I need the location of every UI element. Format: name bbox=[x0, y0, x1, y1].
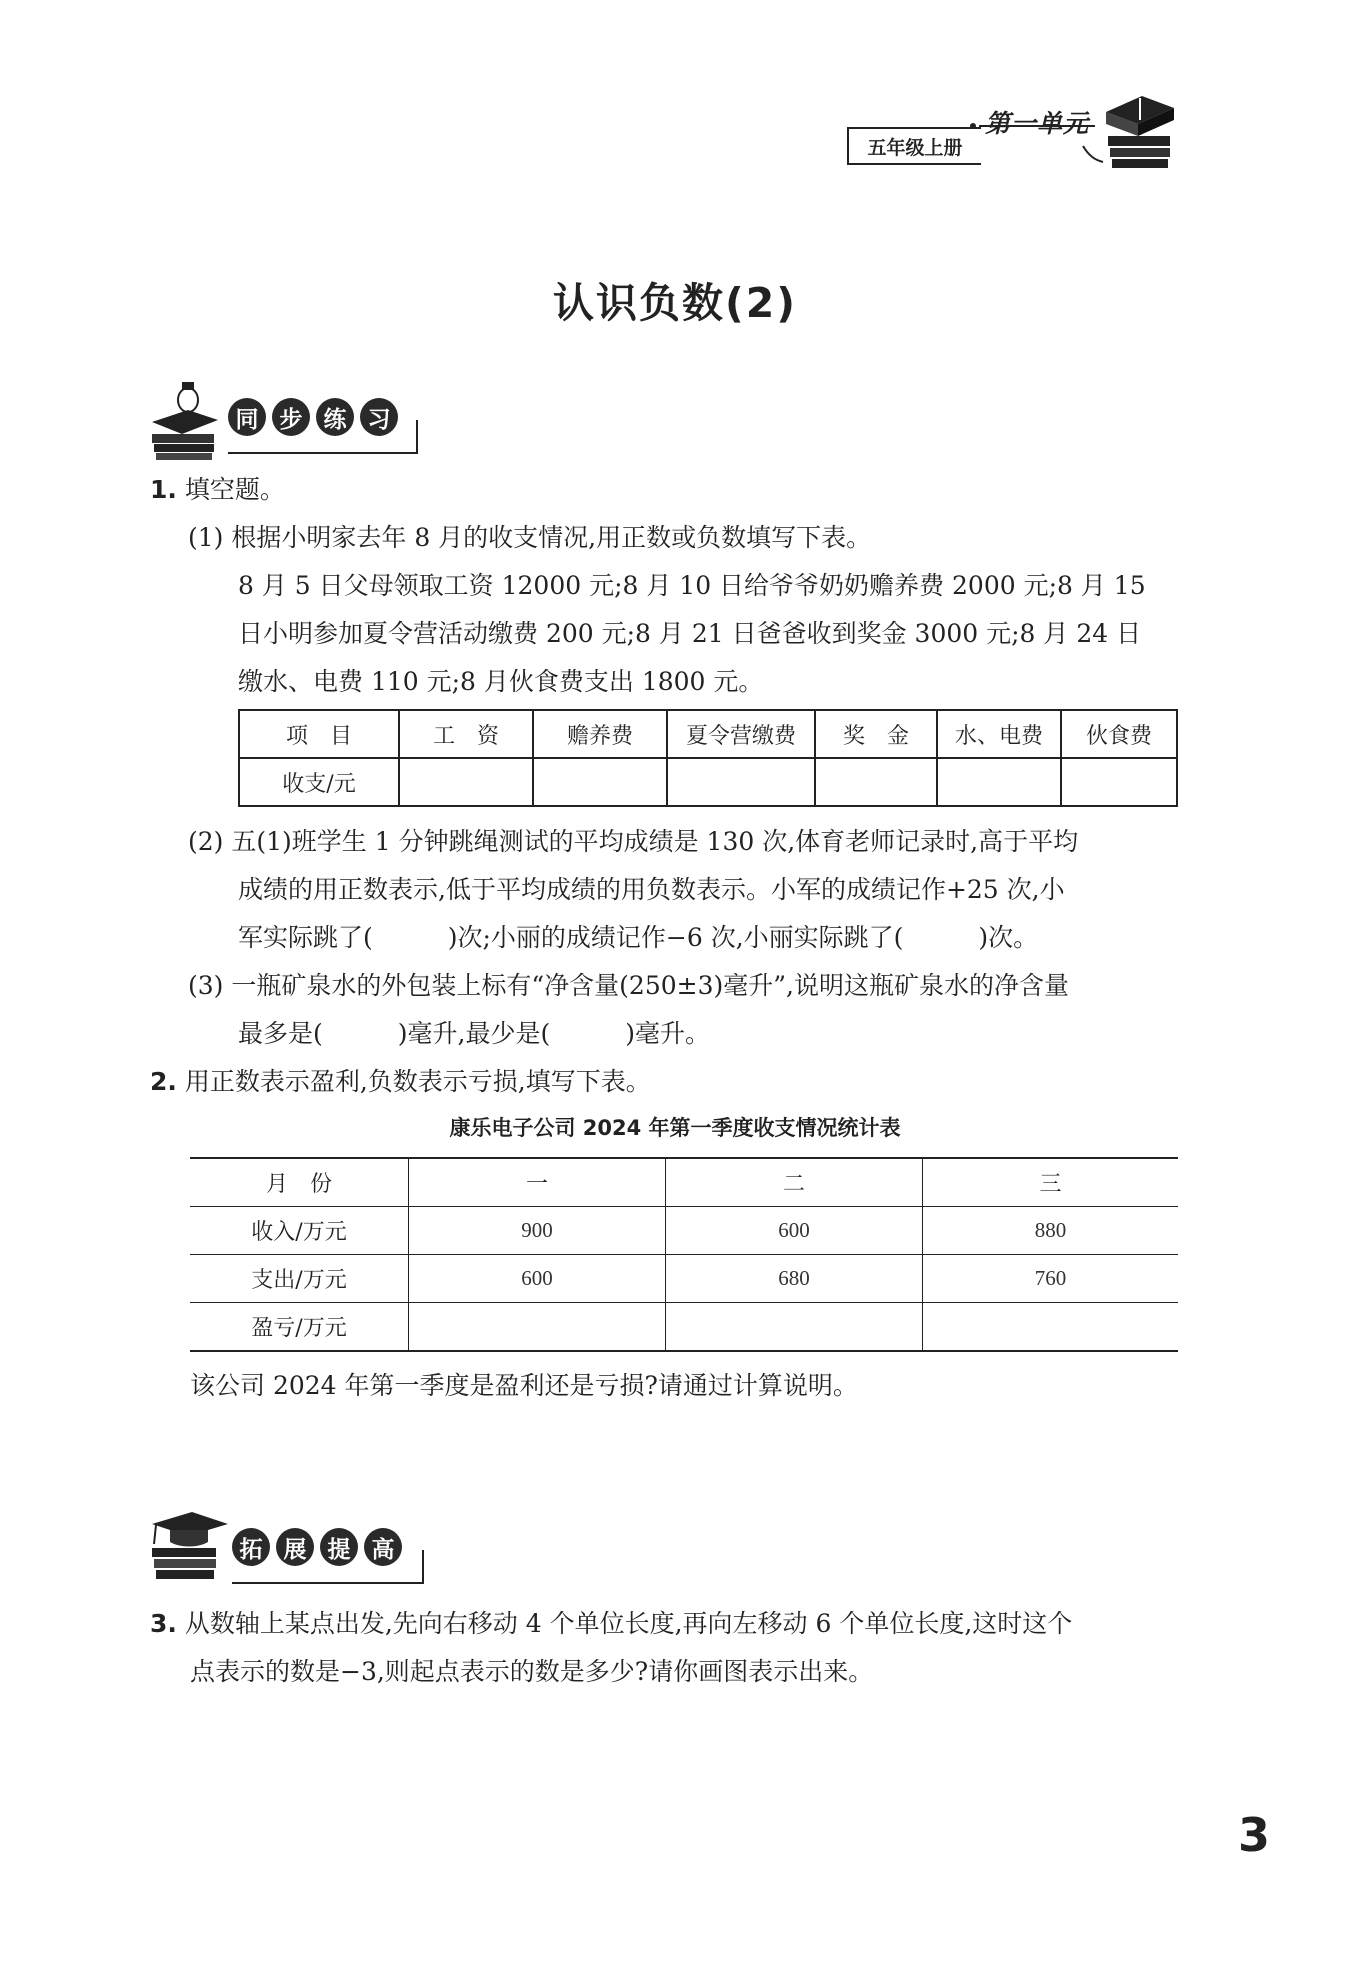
banner-char: 展 bbox=[276, 1528, 314, 1566]
table-cell: 760 bbox=[923, 1255, 1179, 1303]
part-label: (3) bbox=[188, 971, 224, 1000]
part-label: (2) bbox=[188, 827, 224, 856]
question-text: 点表示的数是−3,则起点表示的数是多少?请你画图表示出来。 bbox=[190, 1657, 874, 1686]
banner-char: 高 bbox=[364, 1528, 402, 1566]
question-2-followup: 该公司 2024 年第一季度是盈利还是亏损?请通过计算说明。 bbox=[190, 1371, 858, 1400]
answer-cell[interactable] bbox=[399, 758, 533, 806]
table-header-cell: 水、电费 bbox=[937, 710, 1061, 758]
part-label: (1) bbox=[188, 523, 224, 552]
question-1-part-2 bbox=[188, 818, 1078, 866]
banner-char: 步 bbox=[272, 398, 310, 436]
table-header-cell: 赡养费 bbox=[533, 710, 667, 758]
banner-underline bbox=[228, 420, 418, 454]
banner-char: 同 bbox=[228, 398, 266, 436]
question-2 bbox=[150, 1058, 651, 1106]
table-cell: 600 bbox=[409, 1255, 666, 1303]
lamp-books-icon bbox=[148, 378, 220, 460]
header-swoosh bbox=[965, 118, 1105, 168]
quarter-stats-table bbox=[190, 1157, 1178, 1352]
table-header-cell: 月 份 bbox=[190, 1158, 409, 1207]
row-label: 收支/元 bbox=[239, 758, 399, 806]
table-title: 康乐电子公司 2024 年第一季度收支情况统计表 bbox=[449, 1116, 901, 1140]
table-header-cell: 项 目 bbox=[239, 710, 399, 758]
table-header-cell: 二 bbox=[666, 1158, 923, 1207]
question-1-part-1 bbox=[188, 514, 871, 562]
row-label: 盈亏/万元 bbox=[190, 1303, 409, 1352]
table-cell: 880 bbox=[923, 1207, 1179, 1255]
table-header-cell: 夏令营缴费 bbox=[667, 710, 815, 758]
unit-label: 第一单元 bbox=[985, 109, 1090, 138]
table-row bbox=[190, 1207, 1178, 1255]
banner-char: 提 bbox=[320, 1528, 358, 1566]
question-text: 填空题。 bbox=[184, 475, 285, 504]
answer-cell[interactable] bbox=[923, 1303, 1179, 1352]
question-number: 2. bbox=[150, 1067, 177, 1096]
scenario-line: 日小明参加夏令营活动缴费 200 元;8 月 21 日爸爸收到奖金 3000 元;8 月 24 日 bbox=[238, 619, 1142, 648]
question-number: 3. bbox=[150, 1609, 177, 1638]
table-header-row bbox=[239, 710, 1177, 758]
question-1-part-3 bbox=[188, 962, 1069, 1010]
table-row bbox=[239, 758, 1177, 806]
answer-cell[interactable] bbox=[815, 758, 937, 806]
question-1 bbox=[150, 466, 285, 514]
table-cell: 900 bbox=[409, 1207, 666, 1255]
answer-cell[interactable] bbox=[409, 1303, 666, 1352]
answer-cell[interactable] bbox=[667, 758, 815, 806]
graduation-cap-icon bbox=[146, 1508, 230, 1580]
row-label: 支出/万元 bbox=[190, 1255, 409, 1303]
table-row bbox=[190, 1303, 1178, 1352]
part-text: 成绩的用正数表示,低于平均成绩的用负数表示。小军的成绩记作+25 次,小 bbox=[238, 875, 1065, 904]
answer-cell[interactable] bbox=[937, 758, 1061, 806]
table-cell: 680 bbox=[666, 1255, 923, 1303]
income-expense-table bbox=[238, 709, 1178, 807]
table-header-cell: 伙食费 bbox=[1061, 710, 1177, 758]
question-number: 1. bbox=[150, 475, 177, 504]
answer-cell[interactable] bbox=[1061, 758, 1177, 806]
part-text: 五(1)班学生 1 分钟跳绳测试的平均成绩是 130 次,体育老师记录时,高于平均 bbox=[231, 827, 1079, 856]
banner-underline bbox=[232, 1550, 424, 1584]
table-header-cell: 工 资 bbox=[399, 710, 533, 758]
question-3 bbox=[150, 1600, 1072, 1648]
part-prompt: 根据小明家去年 8 月的收支情况,用正数或负数填写下表。 bbox=[231, 523, 872, 552]
banner-char: 拓 bbox=[232, 1528, 270, 1566]
table-row bbox=[190, 1255, 1178, 1303]
page-number: 3 bbox=[1238, 1808, 1271, 1862]
table-cell: 600 bbox=[666, 1207, 923, 1255]
table-header-cell: 一 bbox=[409, 1158, 666, 1207]
answer-cell[interactable] bbox=[666, 1303, 923, 1352]
banner-char: 练 bbox=[316, 398, 354, 436]
row-label: 收入/万元 bbox=[190, 1207, 409, 1255]
banner-char: 习 bbox=[360, 398, 398, 436]
table-header-row bbox=[190, 1158, 1178, 1207]
page-title: 认识负数(2) bbox=[552, 279, 797, 327]
grade-label: 五年级上册 bbox=[847, 127, 981, 165]
part-text: 一瓶矿泉水的外包装上标有“净含量(250±3)毫升”,说明这瓶矿泉水的净含量 bbox=[231, 971, 1069, 1000]
part-text: 军实际跳了( )次;小丽的成绩记作−6 次,小丽实际跳了( )次。 bbox=[238, 923, 1039, 952]
answer-cell[interactable] bbox=[533, 758, 667, 806]
scenario-line: 8 月 5 日父母领取工资 12000 元;8 月 10 日给爷爷奶奶赡养费 2000 元;8 月 15 bbox=[238, 571, 1146, 600]
table-header-cell: 奖 金 bbox=[815, 710, 937, 758]
part-text: 最多是( )毫升,最少是( )毫升。 bbox=[238, 1019, 710, 1048]
question-text: 从数轴上某点出发,先向右移动 4 个单位长度,再向左移动 6 个单位长度,这时这个 bbox=[184, 1609, 1073, 1638]
scenario-line: 缴水、电费 110 元;8 月伙食费支出 1800 元。 bbox=[238, 667, 764, 696]
question-text: 用正数表示盈利,负数表示亏损,填写下表。 bbox=[184, 1067, 651, 1096]
table-header-cell: 三 bbox=[923, 1158, 1179, 1207]
books-icon bbox=[1098, 92, 1178, 170]
